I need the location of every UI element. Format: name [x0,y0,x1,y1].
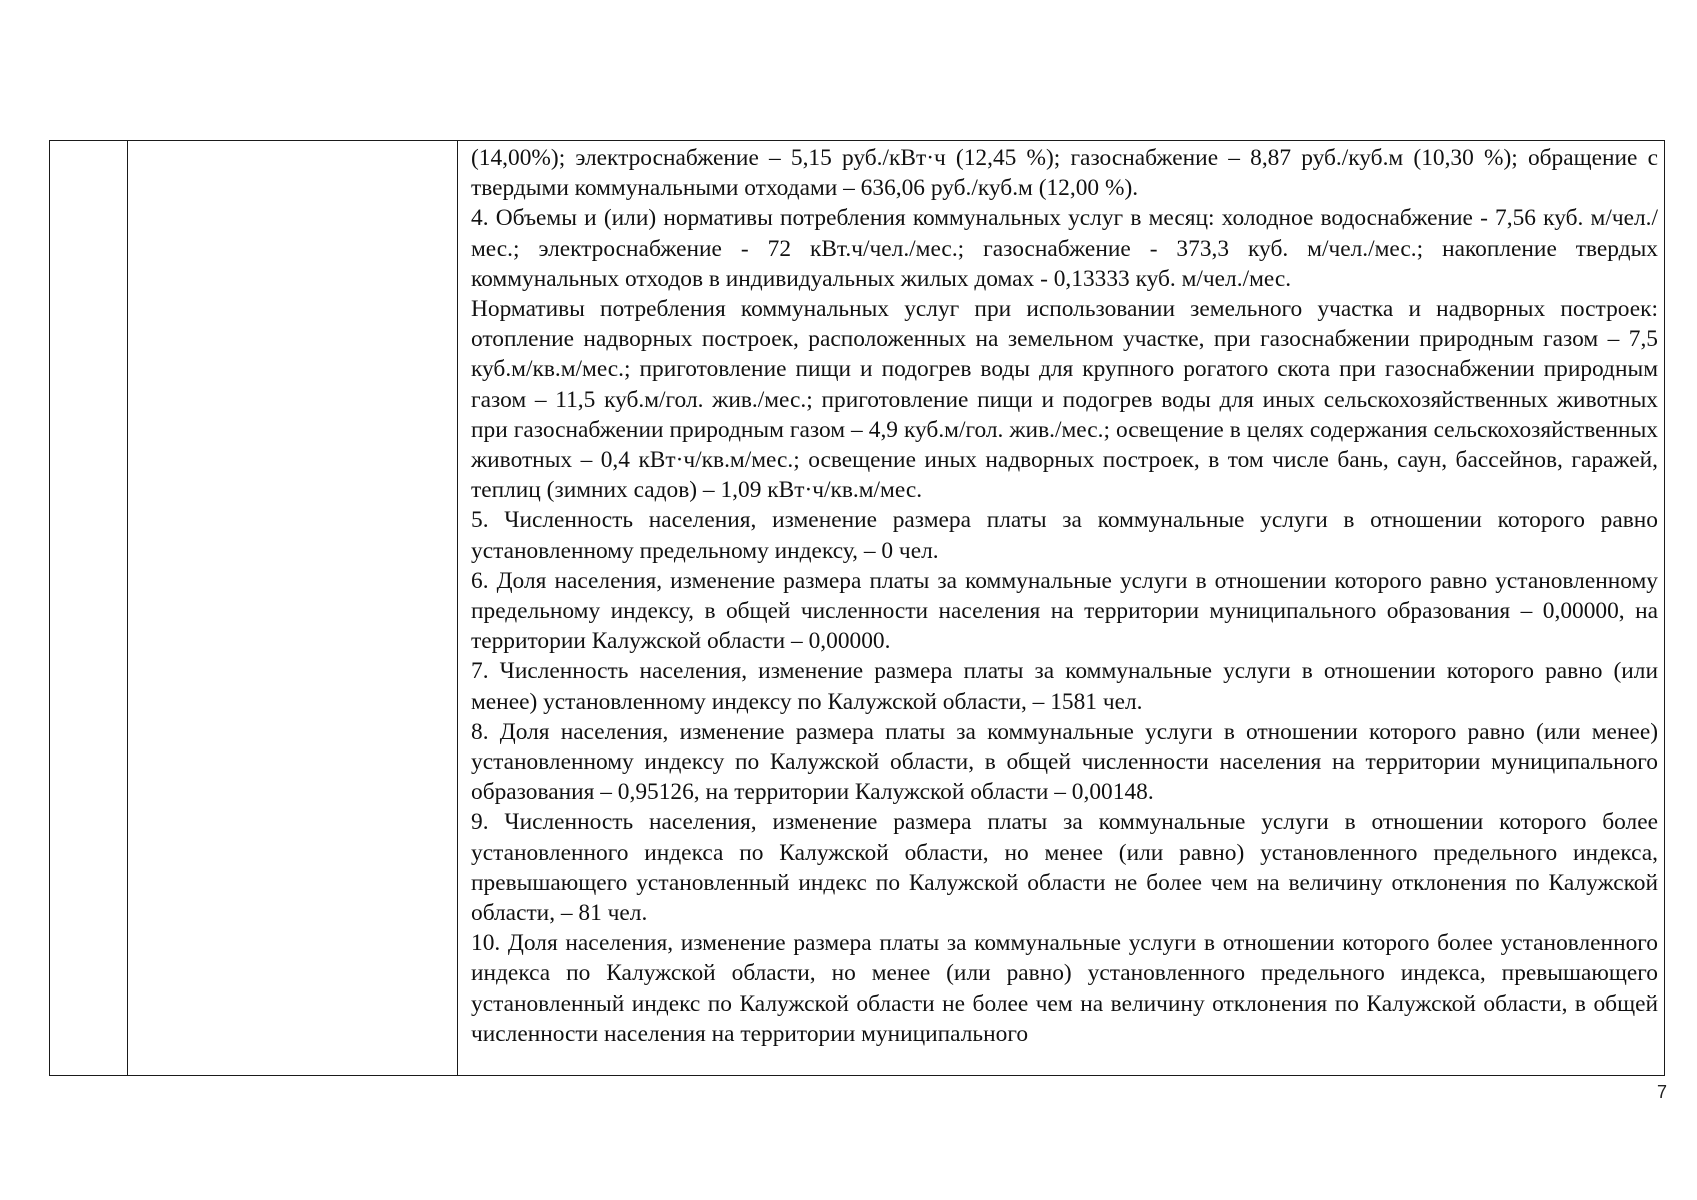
name-cell [128,141,458,1076]
document-table [49,140,1665,1076]
paragraph-item-8: 8. Доля населения, изменение размера платы за коммунальные услуги в отношении которого равно (или менее) установленному индексу по Калужской области, в общей численности населения на территории муниципального образования – 0,95126, на территории Калужской области – 0,00148. [471,718,1658,806]
number-cell [50,141,128,1076]
content-cell [458,141,1665,1076]
paragraph-tariffs-continued: (14,00%); электроснабжение – 5,15 руб./кВт·ч (12,45 %); газоснабжение – 8,87 руб./куб.м (10,30 %); обращение с твердыми коммунальными отходами – 636,06 руб./куб.м (12,00 %). [471,145,1658,202]
paragraph-item-6: 6. Доля населения, изменение размера платы за коммунальные услуги в отношении которого равно установленному предельному индексу, в общей численности населения на территории муниципального образования – 0,00000, на территории Калужской области – 0,00000. [471,567,1658,655]
paragraph-land-norms: Нормативы потребления коммунальных услуг при использовании земельного участка и надворных построек: отопление надворных построек, расположенных на земельном участке, при газоснабжении природным газом – 7,5 куб.м/кв.м/мес.; приготовление пищи и подогрев воды для крупного рогатого скота при газоснабжении природным газом – 11,5 куб.м/гол. жив./мес.; приготовление пищи и подогрев воды для иных сельскохозяйственных животных при газоснабжении природным газом – 4,9 куб.м/гол. жив./мес.; освещение в целях содержания сельскохозяйственных животных – 0,4 кВт·ч/кв.м/мес.; освещение иных надворных построек, в том числе бань, саун, бассейнов, гаражей, теплиц (зимних садов) – 1,09 кВт·ч/кв.м/мес. [471,296,1658,504]
paragraph-item-5: 5. Численность населения, изменение размера платы за коммунальные услуги в отношении которого равно установленному предельному индексу, – 0 чел. [471,507,1658,564]
paragraph-item-9: 9. Численность населения, изменение размера платы за коммунальные услуги в отношении которого более установленного индекса по Калужской области, но менее (или равно) установленного предельного индекса, превышающего установленный индекс по Калужской области не более чем на величину отклонения по Калужской области, – 81 чел. [471,809,1658,927]
table-row [50,141,1665,1076]
paragraph-item-7: 7. Численность населения, изменение размера платы за коммунальные услуги в отношении которого равно (или менее) установленному индексу по Калужской области, – 1581 чел. [471,658,1658,715]
page-number: 7 [1656,1082,1667,1102]
paragraph-item-10: 10. Доля населения, изменение размера платы за коммунальные услуги в отношении которого более установленного индекса по Калужской области, но менее (или равно) установленного предельного индекса, превышающего установленный индекс по Калужской области не более чем на величину отклонения по Калужской области, в общей численности населения на территории муниципального [471,930,1658,1047]
paragraph-item-4: 4. Объемы и (или) нормативы потребления коммунальных услуг в месяц: холодное водоснабжение - 7,56 куб. м/чел./мес.; электроснабжение - 72 кВт.ч/чел./мес.; газоснабжение - 373,3 куб. м/чел./мес.; накопление твердых коммунальных отходов в индивидуальных жилых домах - 0,13333 куб. м/чел./мес. [471,205,1658,292]
